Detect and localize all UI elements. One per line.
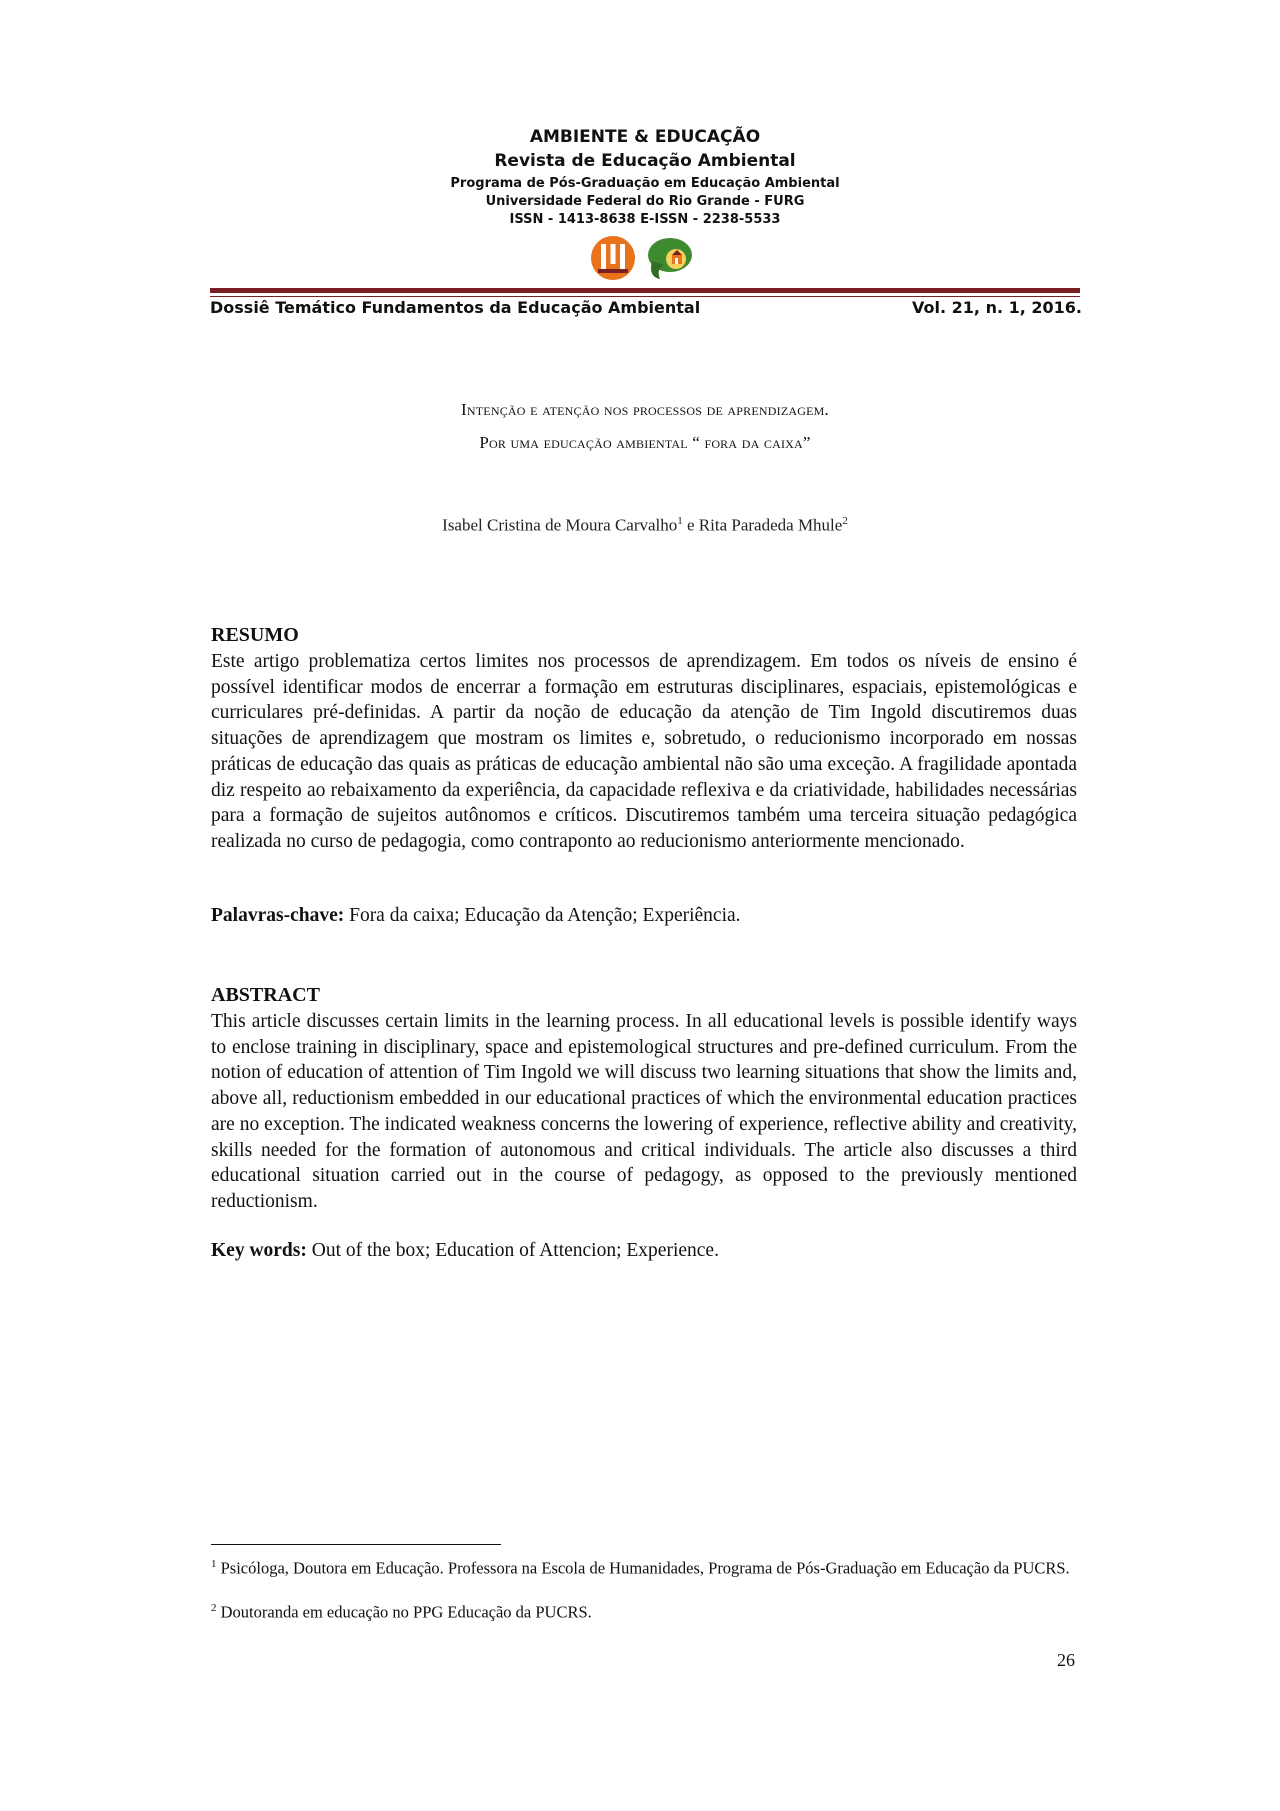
palavras-chave-label: Palavras-chave: bbox=[211, 905, 345, 926]
author-2: e Rita Paradeda Mhule bbox=[682, 515, 843, 535]
footnote-2 bbox=[211, 1598, 1077, 1623]
resumo-text: Este artigo problematiza certos limites nos processos de aprendizagem. Em todos os níveis de ensino é possível identificar modos de encerrar a formação em estruturas disciplinares, espaciais, epistemológicas e curriculares pré-definidas. A partir da noção de educação da atenção de Tim Ingold discutiremos duas situações de aprendizagem que mostram os limites e, sobretudo, o reducionismo incorporado em nossas práticas de educação das quais as práticas de educação ambiental não são uma exceção. A fragilidade apontada diz respeito ao rebaixamento da experiência, da capacidade reflexiva e da criatividade, habilidades necessárias para a formação de sujeitos autônomos e críticos. Discutiremos também uma terceira situação pedagógica realizada no curso de pedagogia, como contraponto ao reducionismo anteriormente mencionado. bbox=[211, 651, 1077, 852]
program-name: Programa de Pós-Graduação em Educação Ambiental bbox=[450, 176, 840, 191]
resumo-heading: RESUMO bbox=[211, 624, 299, 646]
abstract-text: This article discusses certain limits in the learning process. In all educational levels is possible identify ways to enclose training in disciplinary, space and epistemological structures and pre-defined curriculum. From the notion of education of attention of Tim Ingold we will discuss two learning situations that show the limits and, above all, reductionism embedded in our educational practices of which the environmental education practices are no exception. The indicated weakness concerns the lowering of experience, reflective ability and creativity, skills needed for the formation of autonomous and critical individuals. The article also discusses a third educational situation carried out in the course of pedagogy, as opposed to the previously mentioned reductionism. bbox=[211, 1011, 1077, 1212]
journal-subtitle: Revista de Educação Ambiental bbox=[494, 151, 796, 171]
journal-name: AMBIENTE & EDUCAÇÃO bbox=[529, 127, 761, 147]
footnote-1-number: 1 bbox=[211, 1558, 217, 1570]
header-rule-thick bbox=[210, 288, 1080, 293]
running-head-dossie: Dossiê Temático Fundamentos da Educação Ambiental bbox=[210, 298, 701, 317]
footnote-1 bbox=[211, 1554, 1077, 1579]
footnote-1-text: Psicóloga, Doutora em Educação. Professora na Escola de Humanidades, Programa de Pós-Graduação em Educação da PUCRS. bbox=[216, 1558, 1070, 1578]
author-1: Isabel Cristina de Moura Carvalho bbox=[442, 515, 678, 535]
article-title-line2: Por uma educação ambiental “ fora da caixa” bbox=[479, 433, 811, 452]
author-2-note-ref: 2 bbox=[842, 515, 848, 527]
issn-line: ISSN - 1413-8638 E-ISSN - 2238-5533 bbox=[509, 212, 781, 227]
key-words-label: Key words: bbox=[211, 1240, 307, 1261]
abstract-heading: ABSTRACT bbox=[211, 984, 320, 1006]
environmental-education-logo-icon bbox=[646, 235, 696, 281]
header-rule-thin bbox=[210, 296, 1080, 297]
running-head-volume: Vol. 21, n. 1, 2016. bbox=[912, 298, 1082, 317]
key-words-values: Out of the box; Education of Attencion; Experience. bbox=[306, 1240, 719, 1261]
key-words bbox=[211, 1240, 1077, 1262]
furg-logo-icon bbox=[590, 235, 636, 281]
article-title-line1: Intenção e atenção nos processos de aprendizagem. bbox=[461, 400, 829, 419]
palavras-chave bbox=[211, 905, 1077, 927]
journal-logos bbox=[590, 235, 700, 285]
page-number: 26 bbox=[1057, 1650, 1075, 1670]
author-1-note-ref: 1 bbox=[677, 515, 683, 527]
footnote-2-number: 2 bbox=[211, 1602, 217, 1614]
university-name: Universidade Federal do Rio Grande - FURG bbox=[485, 194, 805, 209]
authors-line bbox=[210, 515, 1080, 536]
footnote-separator bbox=[211, 1544, 501, 1545]
footnote-2-text: Doutoranda em educação no PPG Educação da PUCRS. bbox=[216, 1602, 592, 1622]
palavras-chave-values: Fora da caixa; Educação da Atenção; Experiência. bbox=[344, 905, 741, 926]
